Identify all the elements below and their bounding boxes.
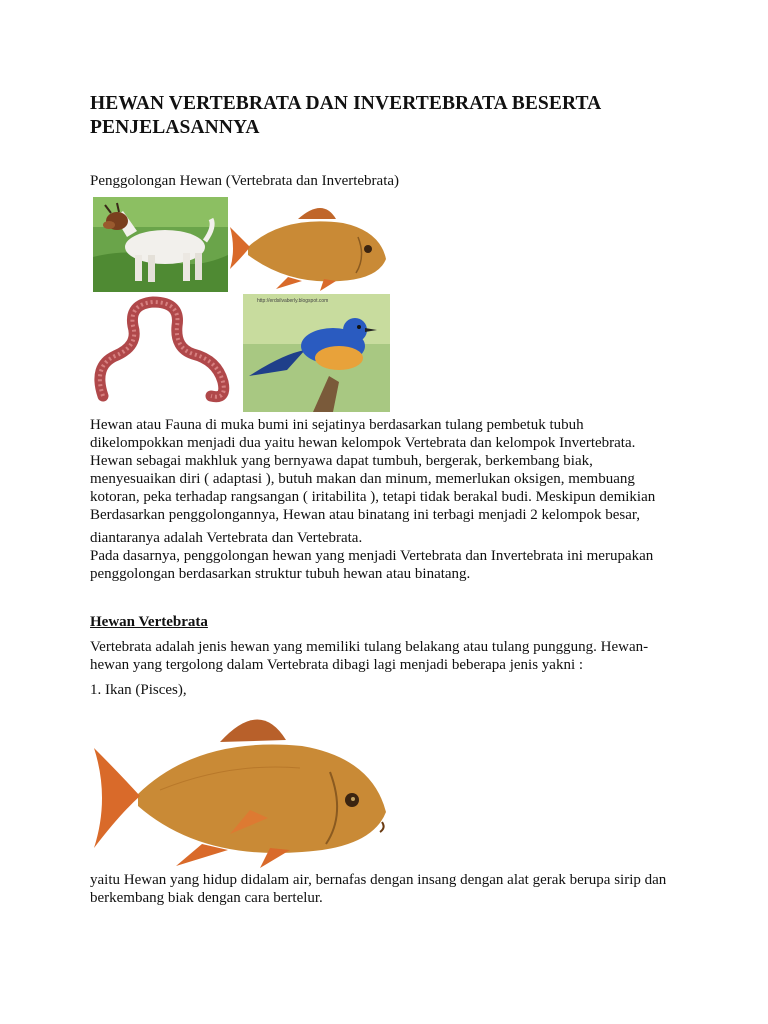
intro-line-7: diantaranya adalah Vertebrata dan Vertebrata. xyxy=(90,530,363,546)
intro-line-4: menyesuaikan diri ( adaptasi ), butuh makan dan minum, memerlukan oksigen, membuang xyxy=(90,471,635,487)
fish-desc-line-1: yaitu Hewan yang hidup didalam air, bernafas dengan insang dengan alat gerak berupa sirip dan xyxy=(90,872,667,888)
section-text-line-2: hewan yang tergolong dalam Vertebrata dibagi lagi menjadi beberapa jenis yakni : xyxy=(90,657,584,673)
intro-line-3: Hewan sebagai makhluk yang bernyawa dapat tumbuh, bergerak, berkembang biak, xyxy=(90,453,593,469)
intro-line-2: dikelompokkan menjadi dua yaitu hewan kelompok Vertebrata dan kelompok Invertebrata. xyxy=(90,435,636,451)
carp-image-small xyxy=(228,197,390,292)
intro-line-6: Berdasarkan penggolongannya, Hewan atau binatang ini terbagi menjadi 2 kelompok besar, xyxy=(90,507,641,523)
carp-image-large xyxy=(90,702,392,868)
bird-watermark: http://erdsilvaberly.blogspot.com xyxy=(257,298,329,304)
title-line-2: PENJELASANNYA xyxy=(90,117,260,138)
section-text-line-1: Vertebrata adalah jenis hewan yang memiliki tulang belakang atau tulang punggung. Hewan- xyxy=(90,639,649,655)
section-heading: Hewan Vertebrata xyxy=(90,614,208,630)
intro-line-1: Hewan atau Fauna di muka bumi ini sejatinya berdasarkan tulang pembetuk tubuh xyxy=(90,417,584,433)
intro-line-8: Pada dasarnya, penggolongan hewan yang menjadi Vertebrata dan Invertebrata ini merupakan xyxy=(90,548,654,564)
title-line-1: HEWAN VERTEBRATA DAN INVERTEBRATA BESERTA xyxy=(90,93,602,114)
fish-desc-line-2: berkembang biak dengan cara bertelur. xyxy=(90,890,323,906)
intro-line-5: kotoran, peka terhadap rangsangan ( iritabilita ), tetapi tidak berakal budi. Meskipun demikian xyxy=(90,489,656,505)
intro-line-9: penggolongan berdasarkan struktur tubuh hewan atau binatang. xyxy=(90,566,471,582)
list-item-1: 1. Ikan (Pisces), xyxy=(90,682,187,698)
earthworm-image xyxy=(93,296,238,406)
bird-image xyxy=(243,294,390,412)
subtitle: Penggolongan Hewan (Vertebrata dan Invertebrata) xyxy=(90,173,400,189)
page-title xyxy=(90,92,690,140)
goat-image xyxy=(93,197,228,292)
